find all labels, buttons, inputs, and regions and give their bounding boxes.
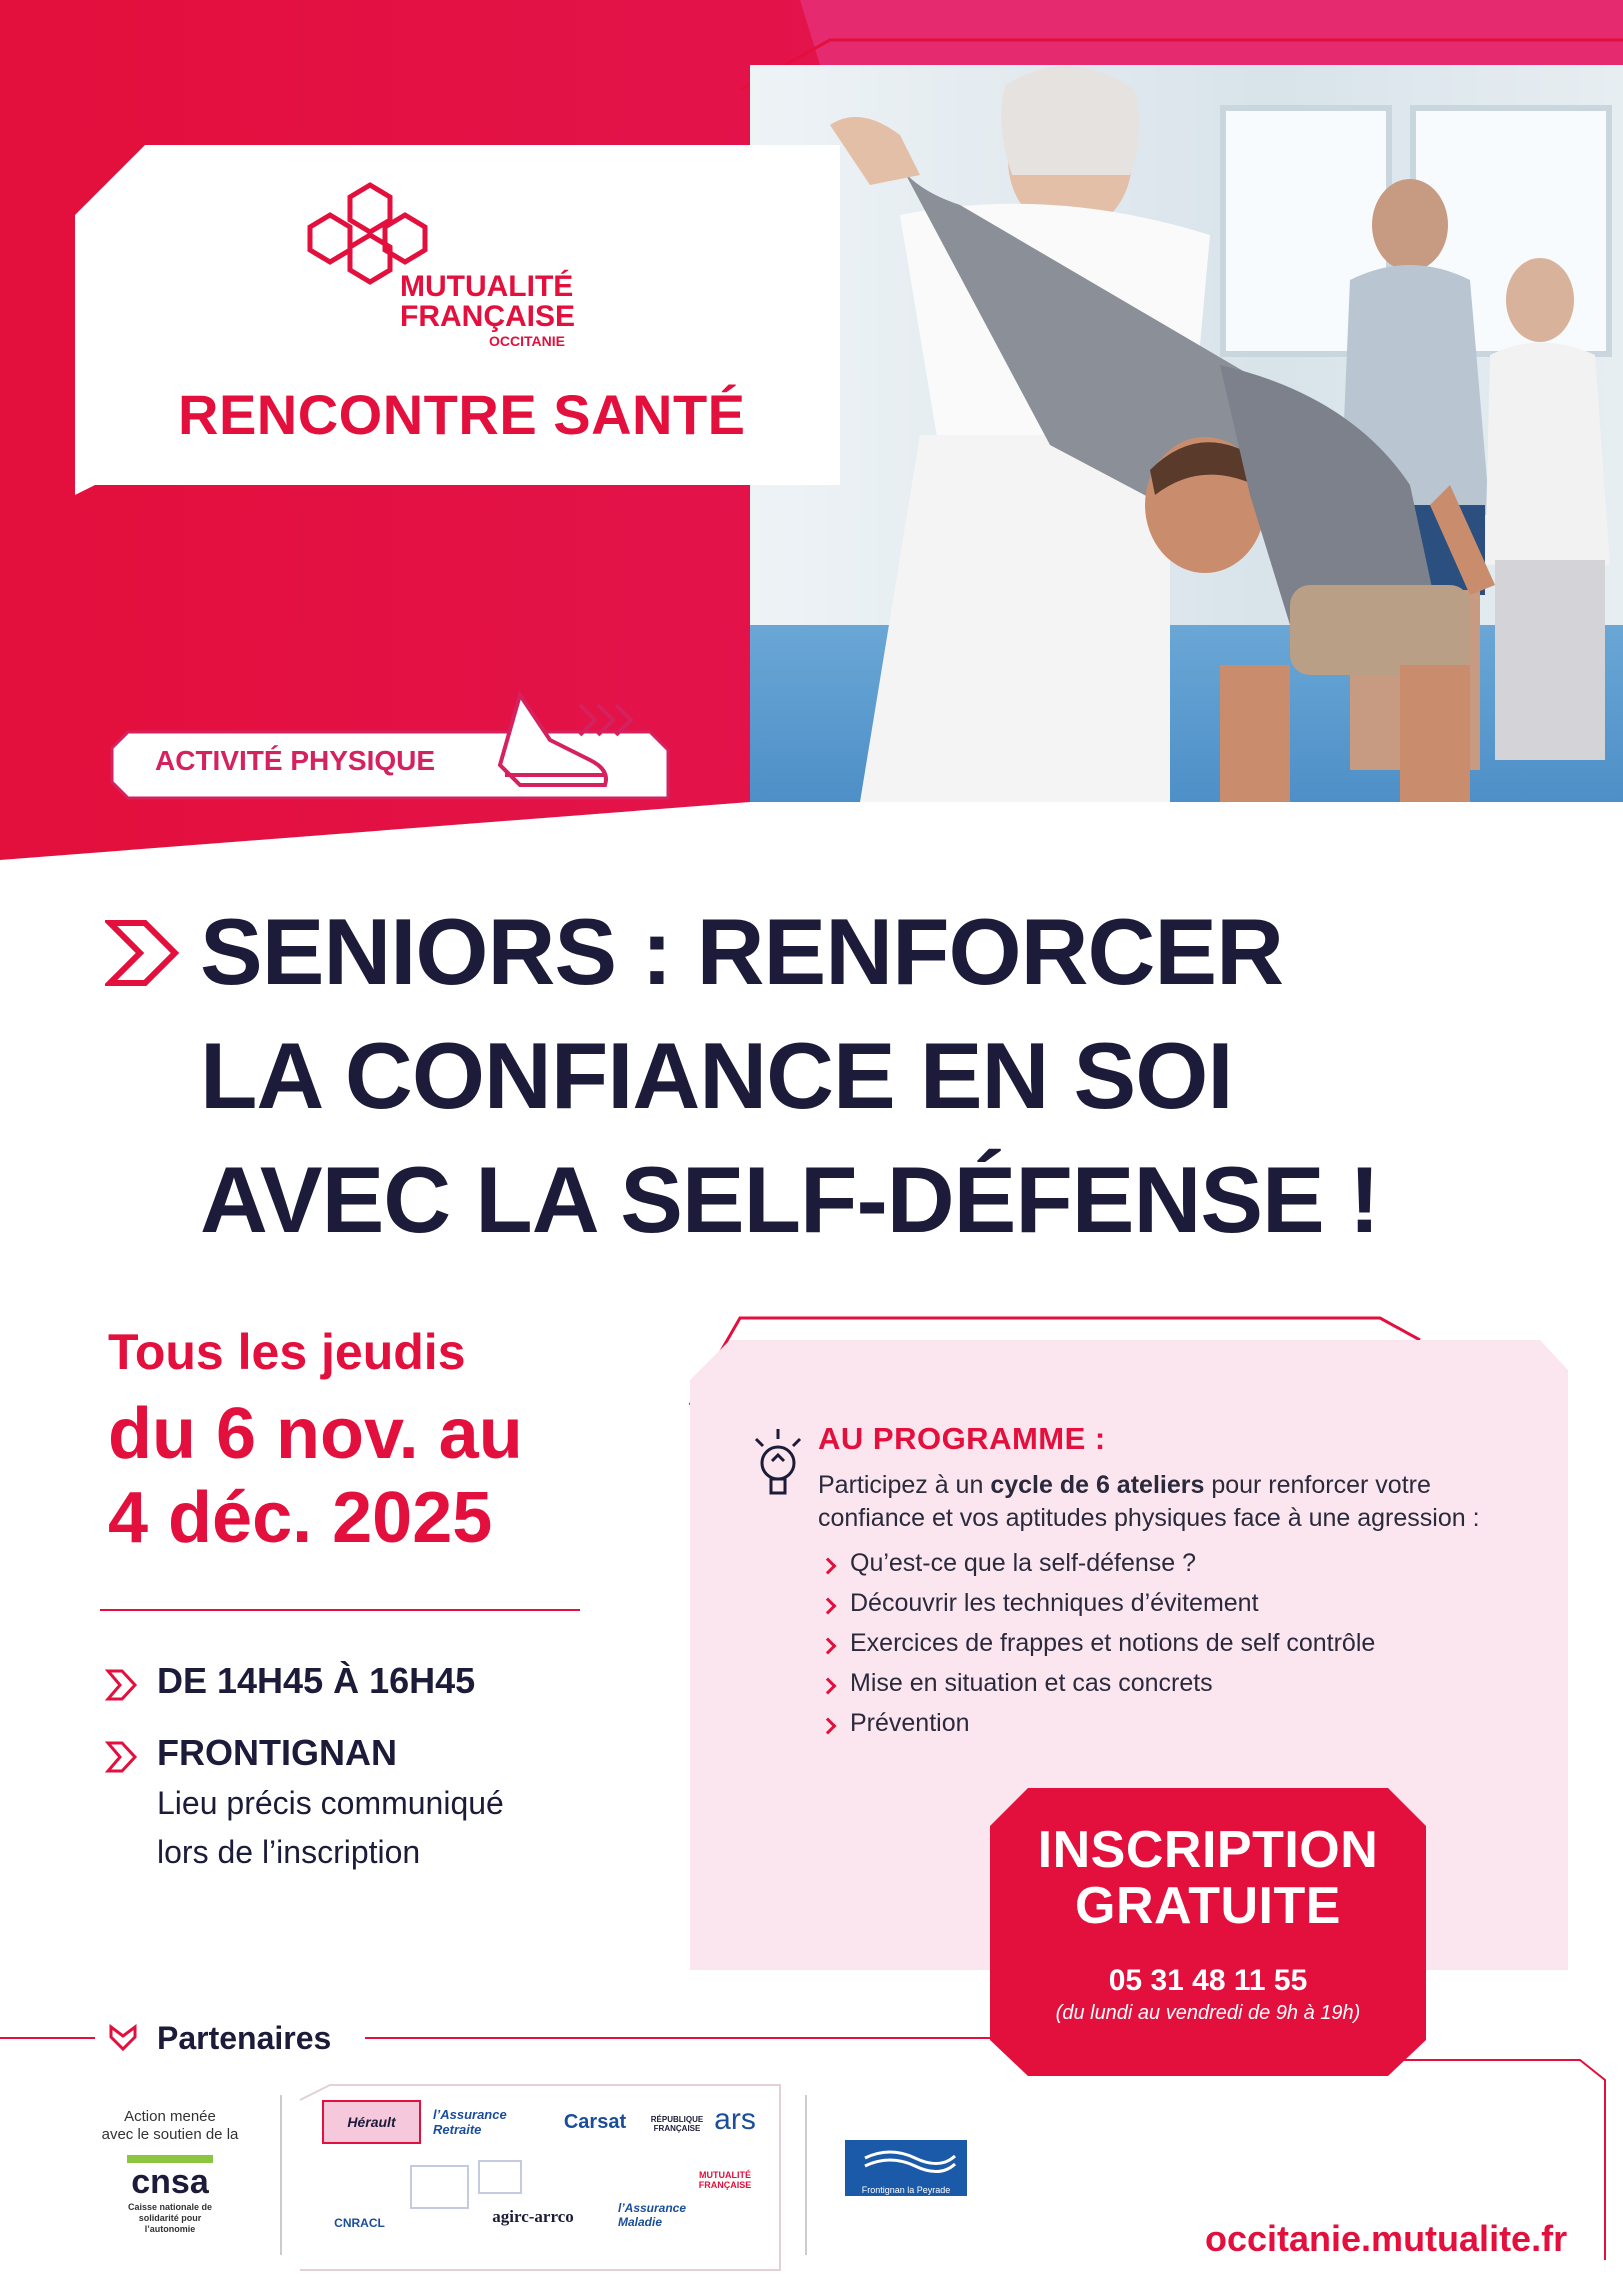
- program-item: Découvrir les techniques d’évitement: [818, 1587, 1498, 1620]
- registration-content: [990, 1822, 1426, 2025]
- partner-logo-mutualite: MUTUALITÉ FRANÇAISE: [698, 2170, 752, 2190]
- cnsa-logo: [115, 2155, 225, 2235]
- partners-line-right: [365, 2038, 1040, 2060]
- headline: [200, 890, 1379, 1262]
- program-intro-after: pour renforcer votre confiance et vos aptitudes physiques face à une agression :: [818, 1471, 1480, 1532]
- partners-divider: [805, 2095, 807, 2255]
- program-item: Prévention: [818, 1707, 1498, 1740]
- time-info: [157, 1660, 475, 1702]
- partner-logo-carsat: Carsat: [563, 2110, 627, 2133]
- partner-logo-assurance-retraite: l’Assurance Retraite: [433, 2107, 507, 2137]
- people-illustration: [750, 65, 1623, 802]
- logo-region: OCCITANIE: [489, 333, 565, 349]
- headline-line2: LA CONFIANCE EN SOI: [200, 1023, 1233, 1128]
- location-info: [157, 1732, 504, 1880]
- cnsa-name: cnsa: [127, 2155, 213, 2202]
- partner-logo-assurance-maladie: l’Assurance Maladie: [618, 2201, 687, 2229]
- city-text: FRONTIGNAN: [157, 1732, 397, 1773]
- mutualite-logo-icon-left: [300, 210, 360, 290]
- support-line1: Action menée: [124, 2108, 216, 2125]
- logo-line2: FRANÇAISE: [400, 300, 576, 333]
- frontignan-logo-text: Frontignan la Peyrade: [861, 2185, 951, 2195]
- dates-day: Tous les jeudis: [108, 1324, 466, 1380]
- running-shoe-icon: [480, 680, 650, 810]
- dates-range-line2: 4 déc. 2025: [108, 1478, 493, 1558]
- website-link[interactable]: occitanie.mutualite.fr: [1205, 2218, 1568, 2259]
- partners-chevron-icon: [108, 2024, 138, 2054]
- program-title: AU PROGRAMME :: [818, 1421, 1106, 1456]
- program-item: Mise en situation et cas concrets: [818, 1667, 1498, 1700]
- program-item: Exercices de frappes et notions de self contrôle: [818, 1627, 1498, 1660]
- lightbulb-icon: [748, 1425, 808, 1505]
- partners-divider: [280, 2095, 282, 2255]
- program-list: [818, 1547, 1498, 1740]
- frontignan-logo: [845, 2140, 967, 2196]
- time-chevron-icon: [105, 1668, 139, 1702]
- frontignan-wave-icon: [845, 2140, 967, 2180]
- registration-phone[interactable]: 05 31 48 11 55: [1108, 1964, 1308, 1997]
- support-line2: avec le soutien de la: [101, 2126, 239, 2143]
- program-content: [818, 1422, 1498, 1747]
- support-text: [95, 2108, 245, 2144]
- headline-line3: AVEC LA SELF-DÉFENSE !: [200, 1147, 1380, 1252]
- event-type: RENCONTRE SANTÉ: [178, 383, 746, 446]
- partner-logo-herault: Hérault: [322, 2100, 421, 2144]
- program-item: Qu’est-ce que la self-défense ?: [818, 1547, 1498, 1580]
- program-intro: [818, 1469, 1498, 1535]
- partner-logo-placeholder: [410, 2165, 469, 2209]
- cnsa-sub-line1: Caisse nationale de: [127, 2202, 213, 2212]
- cnsa-sub-line2: solidarité pour l’autonomie: [138, 2213, 202, 2234]
- logo-line1: MUTUALITÉ: [400, 270, 574, 303]
- dates-range-line1: du 6 nov. au: [108, 1394, 523, 1474]
- partner-logo-placeholder: [478, 2160, 522, 2194]
- magenta-top-band: [800, 0, 1623, 65]
- registration-line1: INSCRIPTION: [1037, 1821, 1379, 1879]
- category-label: ACTIVITÉ PHYSIQUE: [155, 745, 436, 776]
- headline-line1: SENIORS : RENFORCER: [200, 899, 1283, 1004]
- headline-chevron-icon: [105, 918, 180, 988]
- dates-block: [108, 1320, 523, 1560]
- registration-hours: (du lundi au vendredi de 9h à 19h): [1055, 2002, 1361, 2024]
- hero-photo: [750, 65, 1623, 802]
- registration-line2: GRATUITE: [1075, 1877, 1341, 1935]
- header-card-tail: [75, 440, 195, 500]
- partner-logo-cnracl: CNRACL: [334, 2216, 385, 2230]
- program-intro-bold: cycle de 6 ateliers: [990, 1471, 1205, 1499]
- time-text: DE 14H45 À 16H45: [157, 1660, 476, 1701]
- mutualite-logo-text: [400, 270, 576, 350]
- partners-title: Partenaires: [157, 2020, 332, 2056]
- partner-logo-agirc-arrco: agirc-arrco: [492, 2207, 574, 2226]
- location-chevron-icon: [105, 1740, 139, 1774]
- place-line1: Lieu précis communiqué: [157, 1785, 504, 1821]
- place-line2: lors de l’inscription: [157, 1834, 421, 1870]
- partner-logo-ars: ars: [714, 2103, 756, 2136]
- partner-logo-republique: RÉPUBLIQUE FRANÇAISE: [650, 2115, 704, 2133]
- program-intro-before: Participez à un: [818, 1471, 991, 1499]
